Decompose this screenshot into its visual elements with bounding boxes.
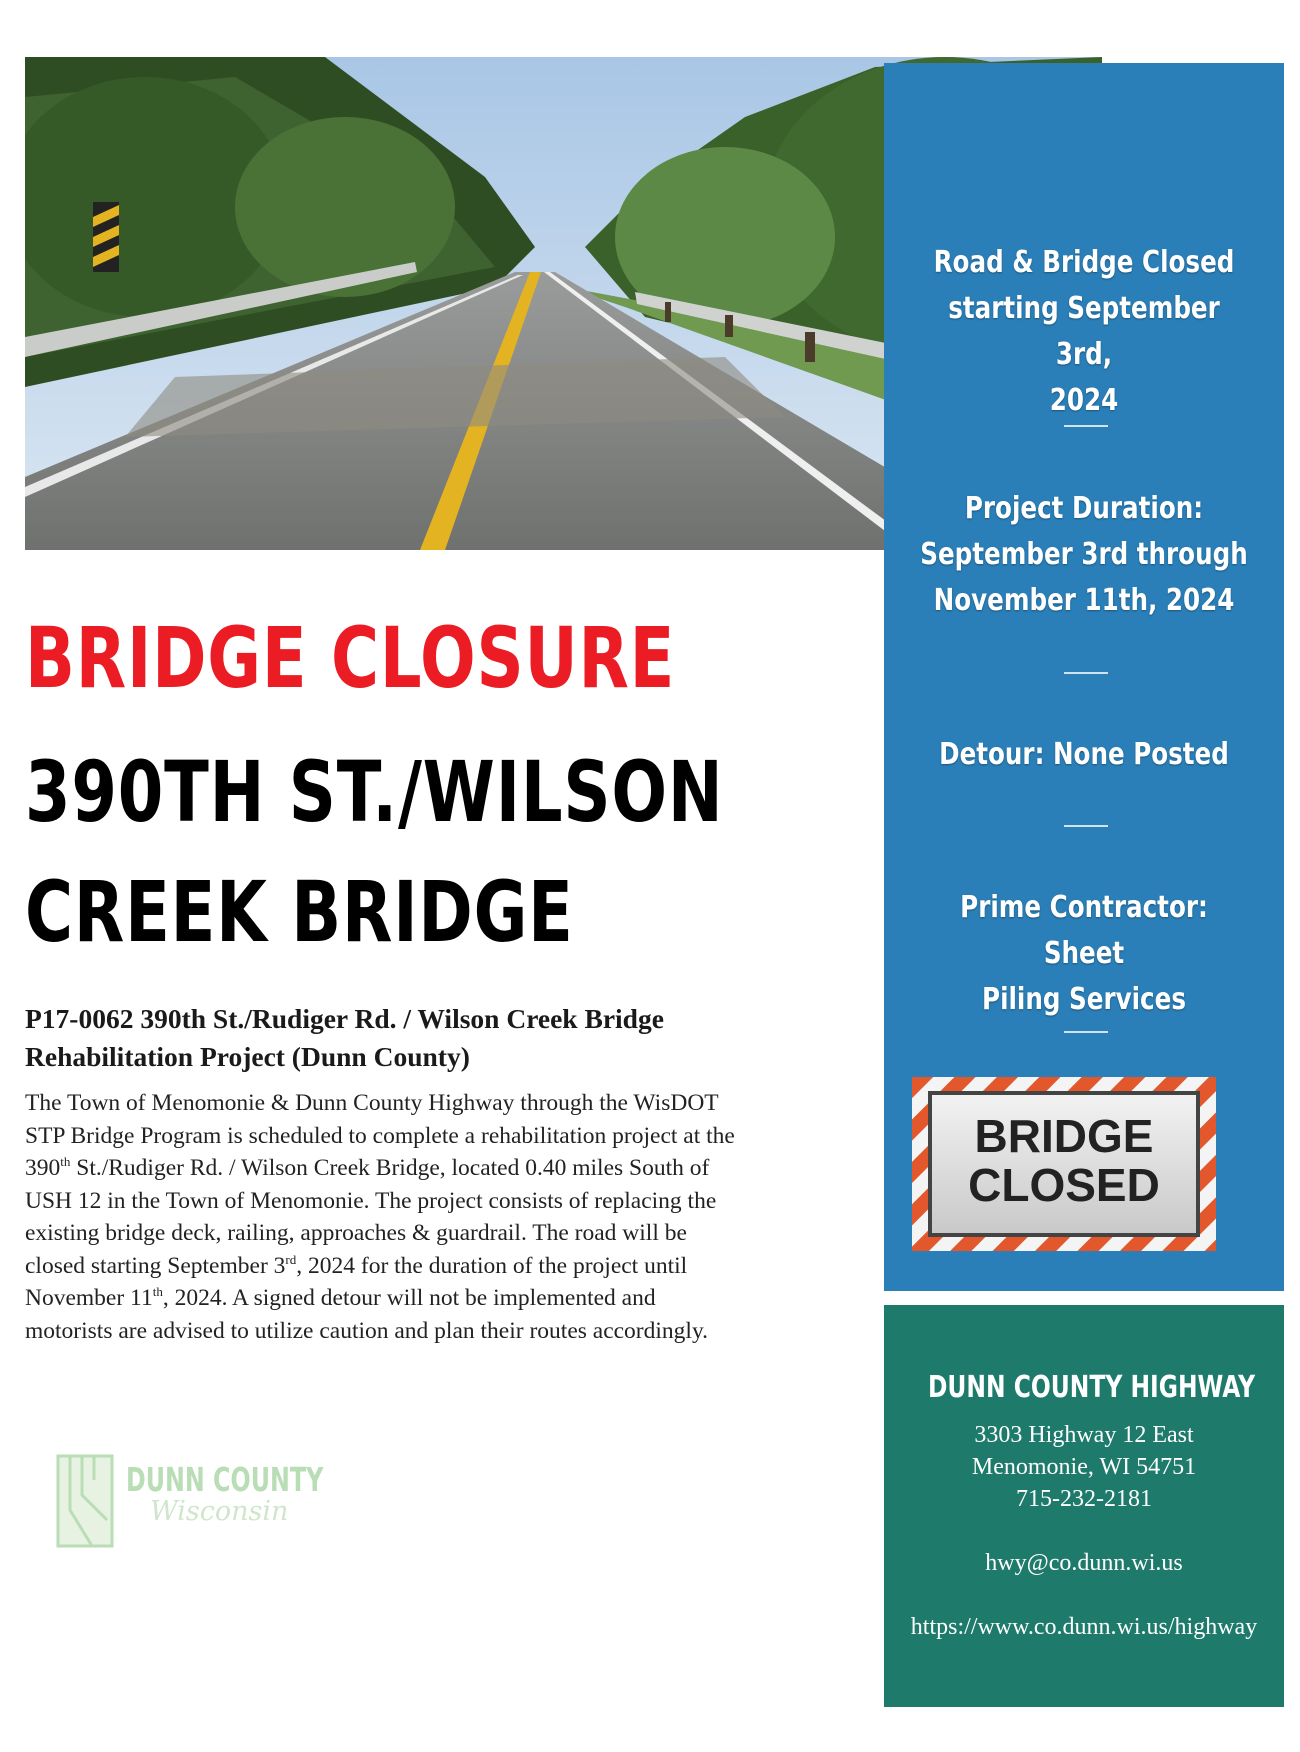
- sidebar-divider: [1064, 672, 1108, 674]
- project-title-line: P17-0062 390th St./Rudiger Rd. / Wilson Creek Bridge: [25, 1003, 664, 1034]
- page-title: BRIDGE CLOSURE: [25, 609, 676, 707]
- sidebar-divider: [1064, 1031, 1108, 1033]
- project-description: [25, 1087, 875, 1347]
- project-duration-line: September 3rd through: [920, 537, 1248, 572]
- logo-subtitle: Wisconsin: [150, 1496, 289, 1527]
- closure-notice-line: 2024: [1049, 383, 1119, 418]
- prime-contractor: [920, 885, 1248, 1023]
- bridge-name-line: CREEK BRIDGE: [25, 863, 574, 961]
- description-line: closed starting September 3rd, 2024 for the duration of the project until: [25, 1251, 688, 1279]
- contact-title: DUNN COUNTY HIGHWAY: [928, 1370, 1256, 1405]
- project-duration: [920, 486, 1248, 624]
- sidebar-divider: [1064, 825, 1108, 827]
- description-line: motorists are advised to utilize caution and plan their routes accordingly.: [25, 1317, 709, 1344]
- contact-website-link[interactable]: https://www.co.dunn.wi.us/highway: [910, 1614, 1258, 1640]
- project-title: [25, 1000, 845, 1076]
- prime-contractor-line: Piling Services: [982, 982, 1186, 1017]
- county-map-icon: [52, 1450, 132, 1550]
- description-line: STP Bridge Program is scheduled to complete a rehabilitation project at the: [25, 1122, 735, 1149]
- closure-notice-line: starting September 3rd,: [948, 291, 1220, 372]
- sidebar-divider: [1064, 425, 1108, 427]
- contact-email-link[interactable]: hwy@co.dunn.wi.us: [985, 1550, 1183, 1576]
- logo-name: DUNN COUNTY: [126, 1460, 324, 1499]
- sign-line-closed: CLOSED: [968, 1159, 1160, 1211]
- bridge-name-line: 390TH ST./WILSON: [25, 743, 724, 841]
- contact-address-line1: 3303 Highway 12 East: [974, 1422, 1194, 1448]
- bridge-closed-sign: [912, 1077, 1216, 1251]
- detour-info: Detour: None Posted: [939, 737, 1229, 772]
- project-duration-line: November 11th, 2024: [933, 583, 1235, 618]
- description-line: November 11th, 2024. A signed detour will not be implemented and: [25, 1284, 656, 1311]
- description-line: The Town of Menomonie & Dunn County Highway through the WisDOT: [25, 1090, 719, 1116]
- closure-notice-line: Road & Bridge Closed: [933, 245, 1235, 280]
- description-line: existing bridge deck, railing, approaches & guardrail. The road will be: [25, 1220, 687, 1246]
- sign-line-bridge: BRIDGE: [974, 1110, 1154, 1162]
- prime-contractor-line: Prime Contractor: Sheet: [960, 890, 1208, 971]
- description-line: USH 12 in the Town of Menomonie. The project consists of replacing the: [25, 1187, 717, 1214]
- contact-address-line2: Menomonie, WI 54751: [971, 1454, 1197, 1480]
- description-line: 390th St./Rudiger Rd. / Wilson Creek Bridge, located 0.40 miles South of: [25, 1154, 710, 1181]
- bridge-name: [25, 732, 723, 972]
- project-title-line: Rehabilitation Project (Dunn County): [25, 1041, 470, 1072]
- contact-phone: 715-232-2181: [1016, 1486, 1152, 1512]
- project-duration-line: Project Duration:: [964, 491, 1204, 526]
- closure-notice: [920, 240, 1248, 424]
